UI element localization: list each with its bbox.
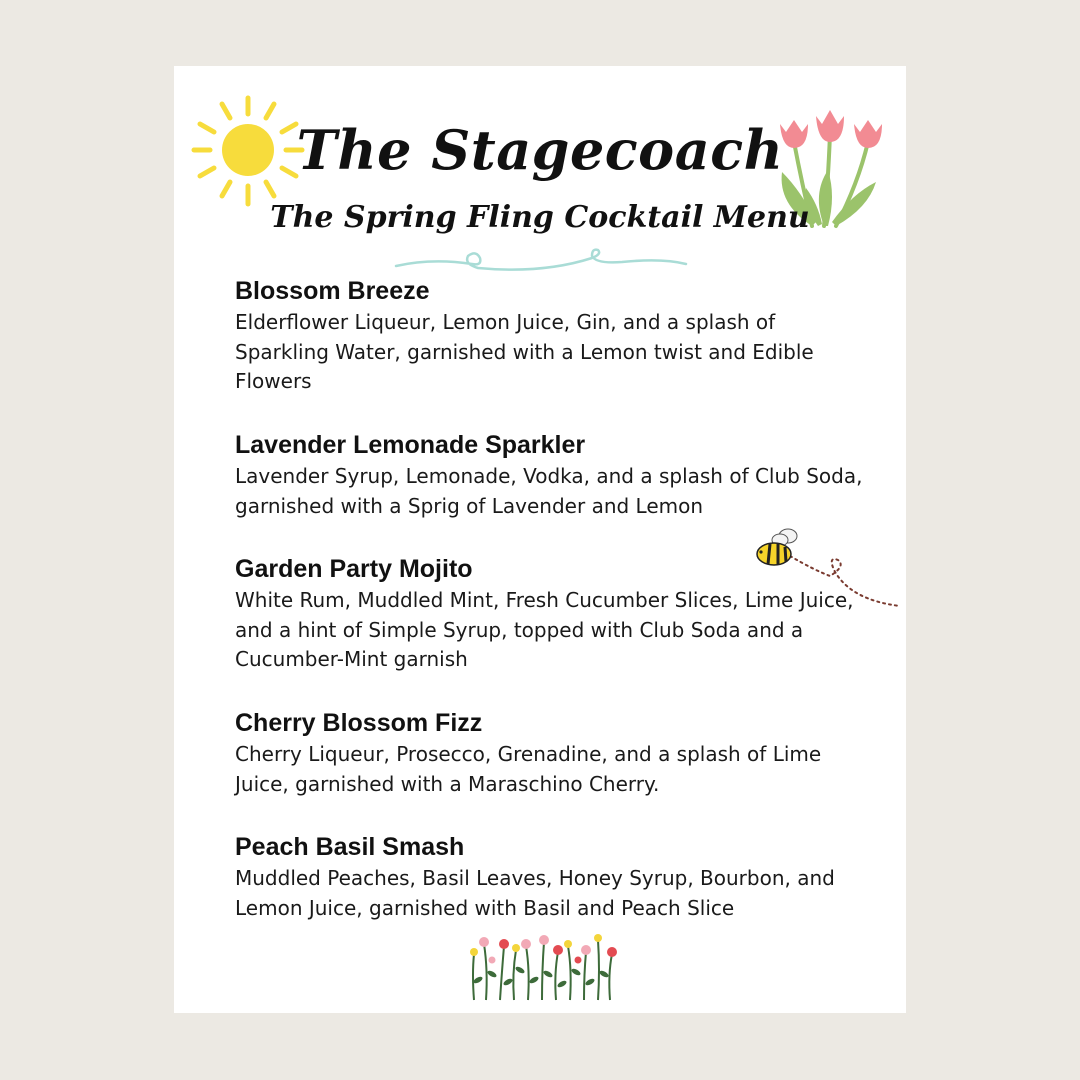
wildflowers-icon xyxy=(462,930,622,1002)
menu-subtitle: The Spring Fling Cocktail Menu xyxy=(270,200,810,235)
cocktail-description: Lavender Syrup, Lemonade, Vodka, and a splash of Club Soda, garnished with a Sprig of Lavender and Lemon xyxy=(235,464,863,518)
cocktail-name: Cherry Blossom Fizz xyxy=(235,709,483,737)
cocktail-description: White Rum, Muddled Mint, Fresh Cucumber Slices, Lime Juice, and a hint of Simple Syrup, topped with Club Soda and a Cucumber-Mint garnish xyxy=(235,588,854,671)
cocktail-name: Garden Party Mojito xyxy=(235,555,473,583)
menu-item xyxy=(235,832,875,923)
cocktail-name: Peach Basil Smash xyxy=(235,833,465,861)
cocktail-description: Muddled Peaches, Basil Leaves, Honey Syrup, Bourbon, and Lemon Juice, garnished with Basil and Peach Slice xyxy=(235,866,835,920)
menu-item xyxy=(235,554,875,675)
cocktail-description: Elderflower Liqueur, Lemon Juice, Gin, and a splash of Sparkling Water, garnished with a Lemon twist and Edible Flowers xyxy=(235,310,814,393)
menu-item xyxy=(235,276,875,397)
menu-title: The Stagecoach xyxy=(296,118,784,182)
cocktail-name: Blossom Breeze xyxy=(235,277,430,305)
menu-item xyxy=(235,708,875,799)
menu-card xyxy=(174,66,906,1013)
cocktail-description: Cherry Liqueur, Prosecco, Grenadine, and a splash of Lime Juice, garnished with a Maraschino Cherry. xyxy=(235,742,822,796)
cocktail-name: Lavender Lemonade Sparkler xyxy=(235,431,586,459)
menu-item xyxy=(235,430,875,521)
